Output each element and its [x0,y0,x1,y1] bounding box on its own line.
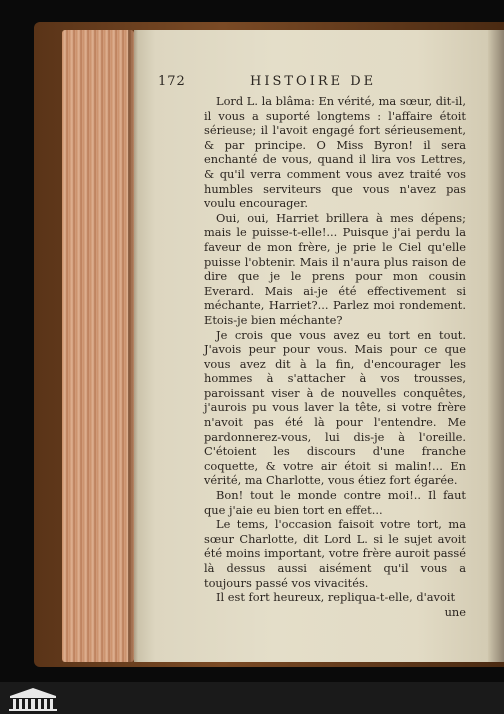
paragraph: Lord L. la blâma: En vérité, ma sœur, dit-il, il vous a suporté longtems : l'affaire étoit sérieuse; il l'avoit engagé fort sérieusement, & par principe. O Miss Byron! il sera enchanté de vous, quand il lira vos Lettres, & qu'il verra comment vous avez traité vos humbles serviteurs que vous n'avez pas voulu encourager. [204,94,466,211]
paragraph: Il est fort heureux, repliqua-t-elle, d'avoit [216,590,456,605]
library-building-icon [6,686,60,712]
footer-bar [0,682,504,714]
gutter-shadow [128,30,138,662]
page-body [204,94,466,619]
paragraph: Je crois que vous avez eu tort en tout. J'avois peur pour vous. Mais pour ce que vous avez dit à la fin, d'encourager les hommes à s'attacher à vos trousses, paroissant viser à de nouvelles conquêtes, j'aurois pu vous laver la tête, si votre frère n'avoit pas été là pour l'entendre. Me pardonnerez-vous, lui dis-je à l'oreille. C'étoient les discours d'une franche coquette, & votre air étoit si malin!... En vérité, ma Charlotte, vous étiez fort égarée. [204,327,466,488]
running-title: HISTOIRE DE [250,74,377,89]
page-number: 172 [158,74,186,89]
right-page-edge [488,30,504,662]
catchword: une [444,604,466,619]
paragraph: Bon! tout le monde contre moi!.. Il faut que j'aie eu bien tort en effet... [204,488,466,517]
running-head [158,74,478,92]
page-edges [62,30,134,662]
paragraph: Le tems, l'occasion faisoit votre tort, ma sœur Charlotte, dit Lord L. si le sujet avoit été moins important, votre frère auroit passé là dessus aussi aisément qu'il vous a toujours passé vos vivacités. [204,517,466,590]
paragraph: Oui, oui, Harriet brillera à mes dépens; mais le puisse-t-elle!... Puisque j'ai perdu la faveur de mon frère, je prie le Ciel qu'elle puisse l'obtenir. Mais il n'aura plus raison de dire que je le prens pour mon cousin Everard. Mais ai-je été effectivement si méchante, Harriet?... Parlez moi rondement. Etois-je bien méchante? [204,210,466,327]
